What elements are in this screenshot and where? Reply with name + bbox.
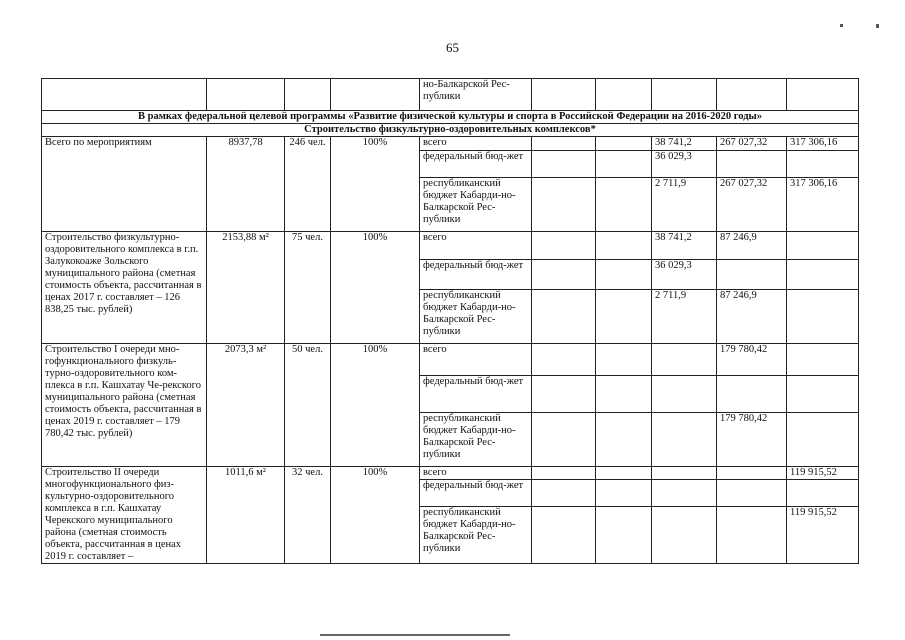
percent-cell: 100% <box>331 467 420 564</box>
table-row <box>42 344 859 376</box>
amount-cell <box>787 232 859 260</box>
amount-cell <box>652 507 717 564</box>
amount-cell <box>717 480 787 507</box>
section-header: Строительство физкультурно-оздоровительных комплексов* <box>42 124 859 137</box>
table-cell <box>596 480 652 507</box>
amount-cell <box>652 480 717 507</box>
table-row <box>42 79 859 111</box>
amount-cell <box>717 467 787 480</box>
program-header-row <box>42 111 859 124</box>
budget-source-cell: федеральный бюд-жет <box>420 376 532 413</box>
budget-source-cell: республиканский бюджет Кабарди-но-Балкарской Рес-публики <box>420 290 532 344</box>
table-cell <box>596 467 652 480</box>
amount-cell: 36 029,3 <box>652 260 717 290</box>
capacity-cell: 246 чел. <box>285 137 331 232</box>
table-cell <box>532 480 596 507</box>
capacity-cell: 50 чел. <box>285 344 331 467</box>
area-cell: 2073,3 м² <box>207 344 285 467</box>
amount-cell: 38 741,2 <box>652 232 717 260</box>
amount-cell: 119 915,52 <box>787 507 859 564</box>
amount-cell: 179 780,42 <box>717 344 787 376</box>
budget-source-cell: всего <box>420 137 532 151</box>
table-cell <box>331 79 420 111</box>
table-cell <box>596 79 652 111</box>
table-cell <box>596 344 652 376</box>
table-cell <box>532 290 596 344</box>
table-cell <box>532 232 596 260</box>
budget-source-cell: федеральный бюд-жет <box>420 480 532 507</box>
capacity-cell: 32 чел. <box>285 467 331 564</box>
budget-source-cell: но-Балкарской Рес-публики <box>420 79 532 111</box>
page-number: 65 <box>446 40 459 55</box>
amount-cell <box>787 376 859 413</box>
table-cell <box>596 290 652 344</box>
table-cell <box>532 376 596 413</box>
amount-cell <box>717 507 787 564</box>
table-cell <box>596 507 652 564</box>
table-cell <box>532 137 596 151</box>
object-name-cell: Всего по мероприятиям <box>42 137 207 232</box>
table-cell <box>596 232 652 260</box>
section-header-row <box>42 124 859 137</box>
amount-cell: 36 029,3 <box>652 151 717 178</box>
area-cell: 8937,78 <box>207 137 285 232</box>
area-cell: 1011,6 м² <box>207 467 285 564</box>
area-cell: 2153,88 м² <box>207 232 285 344</box>
amount-cell: 2 711,9 <box>652 290 717 344</box>
table-cell <box>596 151 652 178</box>
amount-cell <box>787 480 859 507</box>
budget-source-cell: республиканский бюджет Кабарди-но-Балкарской Рес-публики <box>420 507 532 564</box>
table-row <box>42 467 859 480</box>
budget-source-cell: республиканский бюджет Кабарди-но-Балкарской Рес-публики <box>420 413 532 467</box>
amount-cell: 2 711,9 <box>652 178 717 232</box>
percent-cell: 100% <box>331 344 420 467</box>
amount-cell: 317 306,16 <box>787 178 859 232</box>
budget-source-cell: федеральный бюд-жет <box>420 151 532 178</box>
table-cell <box>596 376 652 413</box>
amount-cell <box>787 344 859 376</box>
amount-cell <box>717 376 787 413</box>
object-name-cell: Строительство II очереди многофункционального физ-культурно-оздоровительного комплекса в г.п. Кашхатау Черекского муниципального района (сметная стоимость объекта, рассчитанная в ценах 2019 г. составляет – <box>42 467 207 564</box>
scan-edge-line <box>320 634 510 636</box>
amount-cell <box>652 344 717 376</box>
amount-cell: 179 780,42 <box>717 413 787 467</box>
table-cell <box>532 151 596 178</box>
table-cell <box>596 137 652 151</box>
table-cell <box>532 178 596 232</box>
scan-mark <box>840 24 843 27</box>
table-cell <box>596 178 652 232</box>
program-header: В рамках федеральной целевой программы «Развитие физической культуры и спорта в Российской Федерации на 2016-2020 годы» <box>42 111 859 124</box>
amount-cell: 317 306,16 <box>787 137 859 151</box>
amount-cell: 267 027,32 <box>717 137 787 151</box>
amount-cell <box>717 151 787 178</box>
scan-mark <box>876 24 879 28</box>
budget-source-cell: всего <box>420 467 532 480</box>
amount-cell: 119 915,52 <box>787 467 859 480</box>
percent-cell: 100% <box>331 232 420 344</box>
amount-cell <box>652 467 717 480</box>
table-cell <box>285 79 331 111</box>
table-cell <box>652 79 717 111</box>
financing-table <box>41 78 859 564</box>
amount-cell <box>652 413 717 467</box>
amount-cell <box>717 260 787 290</box>
budget-source-cell: федеральный бюд-жет <box>420 260 532 290</box>
table-cell <box>532 79 596 111</box>
percent-cell: 100% <box>331 137 420 232</box>
table-cell <box>717 79 787 111</box>
object-name-cell: Строительство физкультурно-оздоровительного комплекса в г.п. Залукокоаже Зольского муниципального района (сметная стоимость объекта, рассчитанная в ценах 2017 г. составляет – 126 838,25 тыс. рублей) <box>42 232 207 344</box>
table-cell <box>532 344 596 376</box>
table-cell <box>532 260 596 290</box>
table-cell <box>596 260 652 290</box>
amount-cell <box>787 290 859 344</box>
amount-cell <box>787 413 859 467</box>
table-cell <box>596 413 652 467</box>
table-cell <box>207 79 285 111</box>
budget-source-cell: всего <box>420 344 532 376</box>
amount-cell <box>652 376 717 413</box>
table-cell <box>532 467 596 480</box>
table-row <box>42 232 859 260</box>
amount-cell <box>787 260 859 290</box>
amount-cell <box>787 151 859 178</box>
amount-cell: 87 246,9 <box>717 232 787 260</box>
capacity-cell: 75 чел. <box>285 232 331 344</box>
table-row <box>42 137 859 151</box>
object-name-cell: Строительство I очереди мно-гофункционального физкуль-турно-оздоровительного ком-плекса в г.п. Кашхатау Че-рекского муниципального района (сметная стоимость объекта, рассчитанная в ценах 2019 г. составляет – 179 780,42 тыс. рублей) <box>42 344 207 467</box>
amount-cell: 87 246,9 <box>717 290 787 344</box>
table-cell <box>532 413 596 467</box>
budget-source-cell: республиканский бюджет Кабарди-но-Балкарской Рес-публики <box>420 178 532 232</box>
budget-source-cell: всего <box>420 232 532 260</box>
table-cell <box>532 507 596 564</box>
table-cell <box>787 79 859 111</box>
amount-cell: 38 741,2 <box>652 137 717 151</box>
amount-cell: 267 027,32 <box>717 178 787 232</box>
table-cell <box>42 79 207 111</box>
